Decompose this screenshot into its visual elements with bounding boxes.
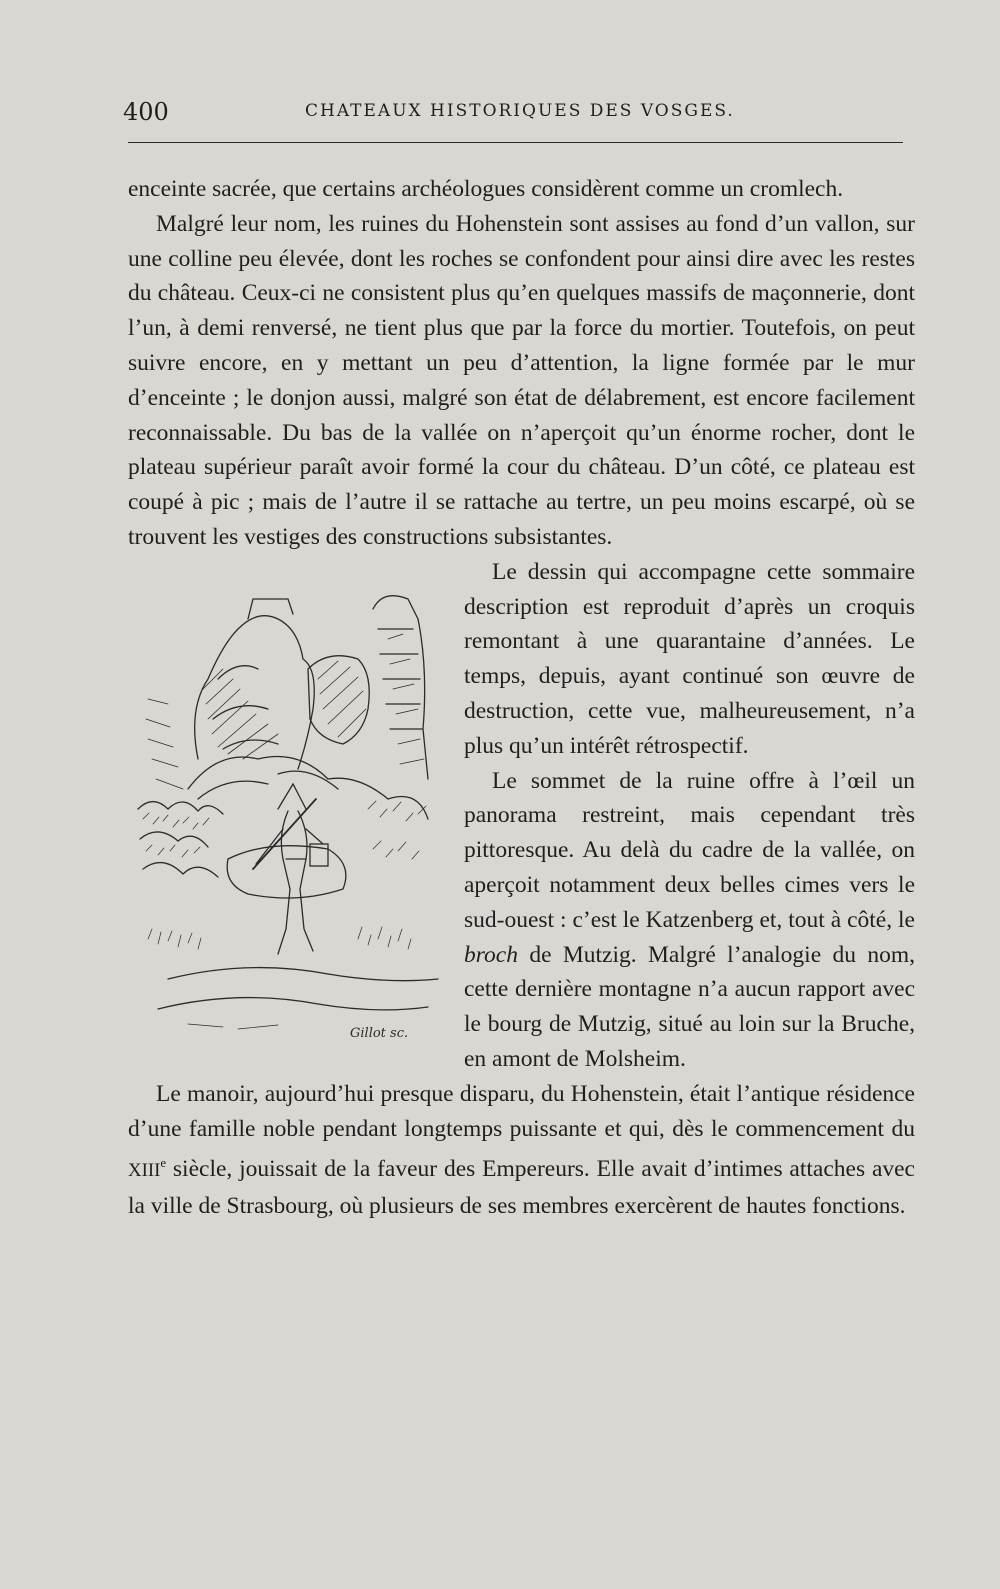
body-text [128, 172, 915, 1224]
header-rule [128, 142, 903, 143]
ruins-illustration [128, 559, 446, 1043]
engraver-signature: Gillot sc. [350, 1025, 409, 1041]
paragraph-4-text-a: Le sommet de la ruine offre à l’œil un panorama restreint, mais cependant très pittoresque. Au delà du cadre de la vallée, on aperçoit notamment deux belles cimes vers le sud-ouest : c’est le Katzenberg et, tout à côté, le [464, 767, 915, 933]
paragraph-3: Le dessin qui accompagne cette sommaire description est reproduit d’après un croquis remontant à une quarantaine d’années. Le temps, depuis, ayant continué son œuvre de destruction, cette vue, malheureusement, n’a plus qu’un intérêt rétrospectif. [464, 558, 915, 759]
paragraph-1: enceinte sacrée, que certains archéologues considèrent comme un cromlech. [128, 176, 844, 202]
running-title: CHATEAUX HISTORIQUES DES VOSGES. [305, 101, 735, 121]
engraving-drawing [128, 559, 446, 1043]
paragraph-5-text-b: siècle, jouissait de la faveur des Empereurs. Elle avait d’intimes attaches avec la ville de Strasbourg, où plusieurs de ses membres exercèrent de hautes fonctions. [128, 1156, 915, 1219]
paragraph-4-italic: broch [464, 941, 518, 968]
paragraph-4-text-b: de Mutzig. Malgré l’analogie du nom, cette dernière montagne n’a aucun rapport avec le bourg de Mutzig, situé au loin sur la Bruche, en amont de Molsheim. [464, 941, 915, 1072]
century-numeral: XIII [128, 1160, 161, 1182]
paragraph-2: Malgré leur nom, les ruines du Hohenstein sont assises au fond d’un vallon, sur une colline peu élevée, dont les roches se confondent pour ainsi dire avec les restes du château. Ceux-ci ne consistent plus qu’en quelques massifs de maçonnerie, dont l’un, à demi renversé, ne tient plus que par la force du mortier. Toutefois, on peut suivre encore, en y mettant un peu d’attention, la ligne formée par le mur d’enceinte ; le donjon aussi, malgré son état de délabrement, est encore facilement reconnaissable. Du bas de la vallée on n’aperçoit qu’un énorme rocher, dont le plateau supérieur paraît avoir formé la cour du château. D’un côté, ce plateau est coupé à pic ; mais de l’autre il se rattache au tertre, un peu moins escarpé, où se trouvent les vestiges des constructions subsistantes. [128, 210, 915, 550]
century-superscript: e [160, 1155, 167, 1171]
paragraph-5 [128, 1077, 915, 1224]
page-number: 400 [123, 98, 169, 126]
running-head [123, 98, 903, 132]
paragraph-5-text-a: Le manoir, aujourd’hui presque disparu, du Hohenstein, était l’antique résidence d’une famille noble pendant longtemps puissante et qui, dès le commencement du [128, 1080, 915, 1142]
